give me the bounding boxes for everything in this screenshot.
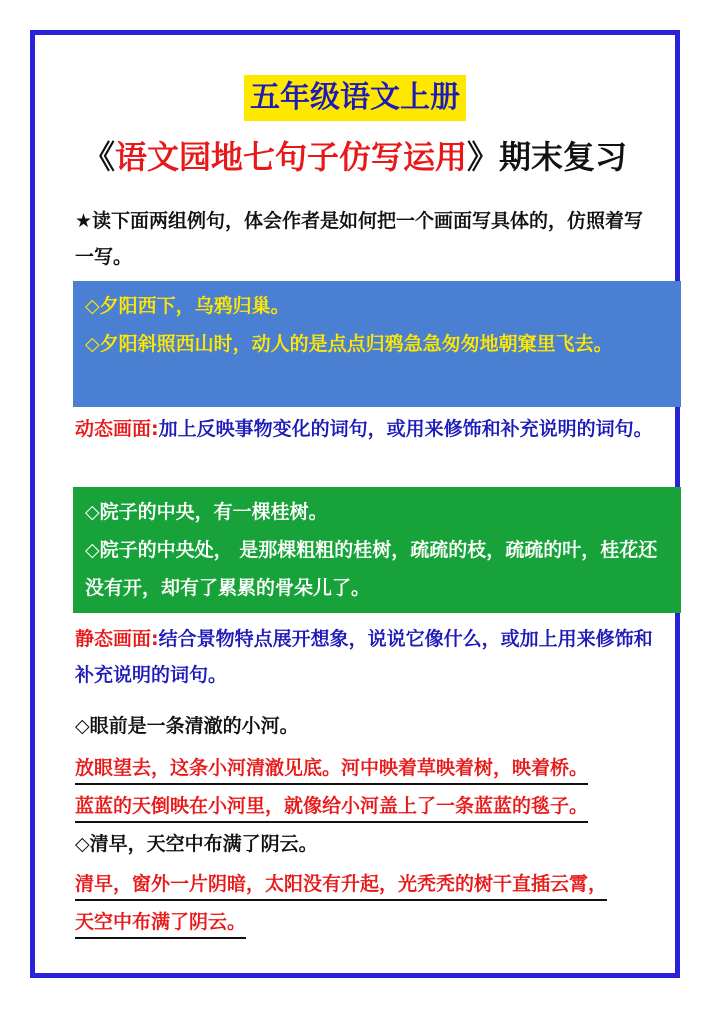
dynamic-description: [75, 411, 655, 447]
title-row: [35, 75, 675, 121]
title-suffix: 期末复习: [499, 138, 628, 176]
exercise1-answer-line1: 放眼望去，这条小河清澈见底。河中映着草映着树，映着桥。: [75, 753, 588, 785]
green-box-line2: ◇院子的中央处， 是那棵粗粗的桂树，疏疏的枝，疏疏的叶，桂花还没有开，却有了累累的骨朵儿了。: [85, 539, 658, 599]
title-close-quote: 》: [467, 138, 500, 176]
exercise2-answer-line1: 清早，窗外一片阴暗，太阳没有升起，光秃秃的树干直插云霄，: [75, 869, 607, 901]
exercise1-prompt: ◇眼前是一条清澈的小河。: [75, 715, 299, 737]
intro-text: ★读下面两组例句，体会作者是如何把一个画面写具体的，仿照着写一写。: [75, 210, 644, 268]
blue-box-line2: ◇夕阳斜照西山时，动人的是点点归鸦急急匆匆地朝窠里飞去。: [85, 333, 613, 355]
green-box-line1: ◇院子的中央，有一棵桂树。: [85, 501, 328, 523]
static-label: 静态画面:: [75, 628, 159, 650]
dynamic-label: 动态画面:: [75, 418, 159, 440]
title-red-part: 语文园地七句子仿写运用: [114, 138, 467, 176]
blue-box-line1: ◇夕阳西下，乌鸦归巢。: [85, 295, 290, 317]
exercise2-answer-line2: 天空中布满了阴云。: [75, 907, 246, 939]
title-open-quote: 《: [82, 138, 115, 176]
dynamic-text: 加上反映事物变化的词句，或用来修饰和补充说明的词句。: [158, 418, 653, 440]
exercise1-answer-line2: 蓝蓝的天倒映在小河里，就像给小河盖上了一条蓝蓝的毯子。: [75, 791, 588, 823]
exercise2-prompt: ◇清早，天空中布满了阴云。: [75, 833, 318, 855]
grade-title: 五年级语文上册: [244, 75, 466, 121]
page-frame: [30, 30, 680, 978]
example-box-blue: [73, 281, 681, 407]
static-description: [75, 621, 655, 693]
main-title: [35, 135, 675, 179]
example-box-green: [73, 487, 681, 613]
static-text: 结合景物特点展开想象，说说它像什么，或加上用来修饰和补充说明的词句。: [75, 628, 653, 686]
